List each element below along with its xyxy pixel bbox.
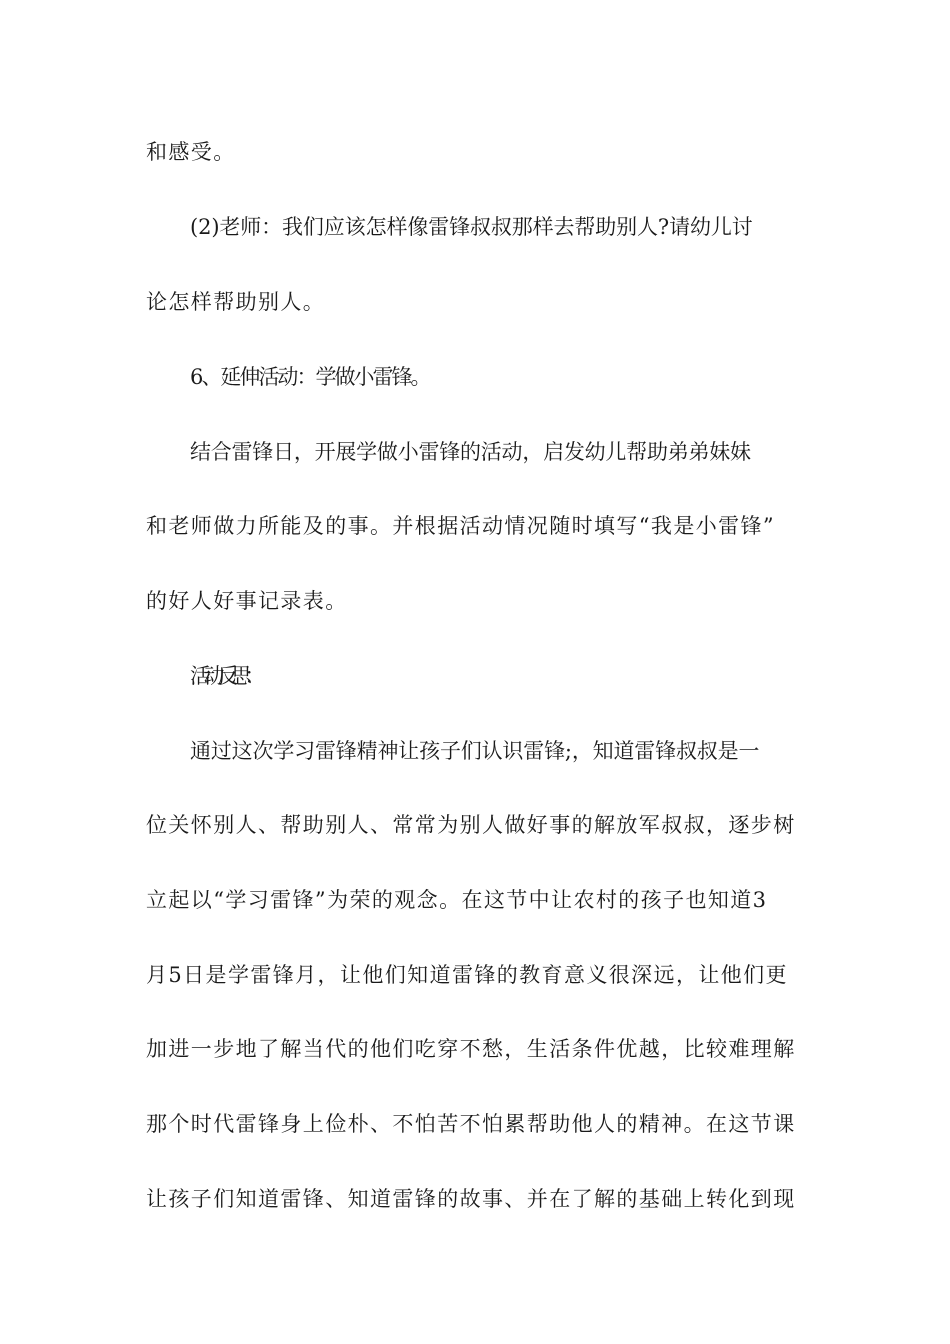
- text-line: 让孩子们知道雷锋、知道雷锋的故事、并在了解的基础上转化到现: [146, 1187, 796, 1211]
- text-line: 通过这次学习雷锋精神让孩子们认识雷锋;，知道雷锋叔叔是一: [190, 739, 760, 763]
- text-line: 的好人好事记录表。: [146, 589, 348, 613]
- text-line: 结合雷锋日，开展学做小雷锋的活动，启发幼儿帮助弟弟妹妹: [190, 440, 751, 464]
- text-line: 和老师做力所能及的事。并根据活动情况随时填写“我是小雷锋”: [146, 514, 776, 538]
- text-line: 6、延伸活动：学做小雷锋。: [190, 365, 430, 389]
- text-line: (2)老师：我们应该怎样像雷锋叔叔那样去帮助别人?请幼儿讨: [190, 215, 753, 239]
- text-line: 和感受。: [146, 140, 236, 164]
- text-line: 立起以“学习雷锋”为荣的观念。在这节中让农村的孩子也知道3: [146, 888, 768, 912]
- text-line: 活动反思：: [190, 664, 258, 688]
- text-line: 加进一步地了解当代的他们吃穿不愁，生活条件优越，比较难理解: [146, 1037, 796, 1061]
- text-line: 位关怀别人、帮助别人、常常为别人做好事的解放军叔叔，逐步树: [146, 813, 796, 837]
- text-line: 论怎样帮助别人。: [146, 290, 326, 314]
- text-line: 那个时代雷锋身上俭朴、不怕苦不怕累帮助他人的精神。在这节课: [146, 1112, 796, 1136]
- text-line: 月5日是学雷锋月，让他们知道雷锋的教育意义很深远，让他们更: [146, 963, 788, 987]
